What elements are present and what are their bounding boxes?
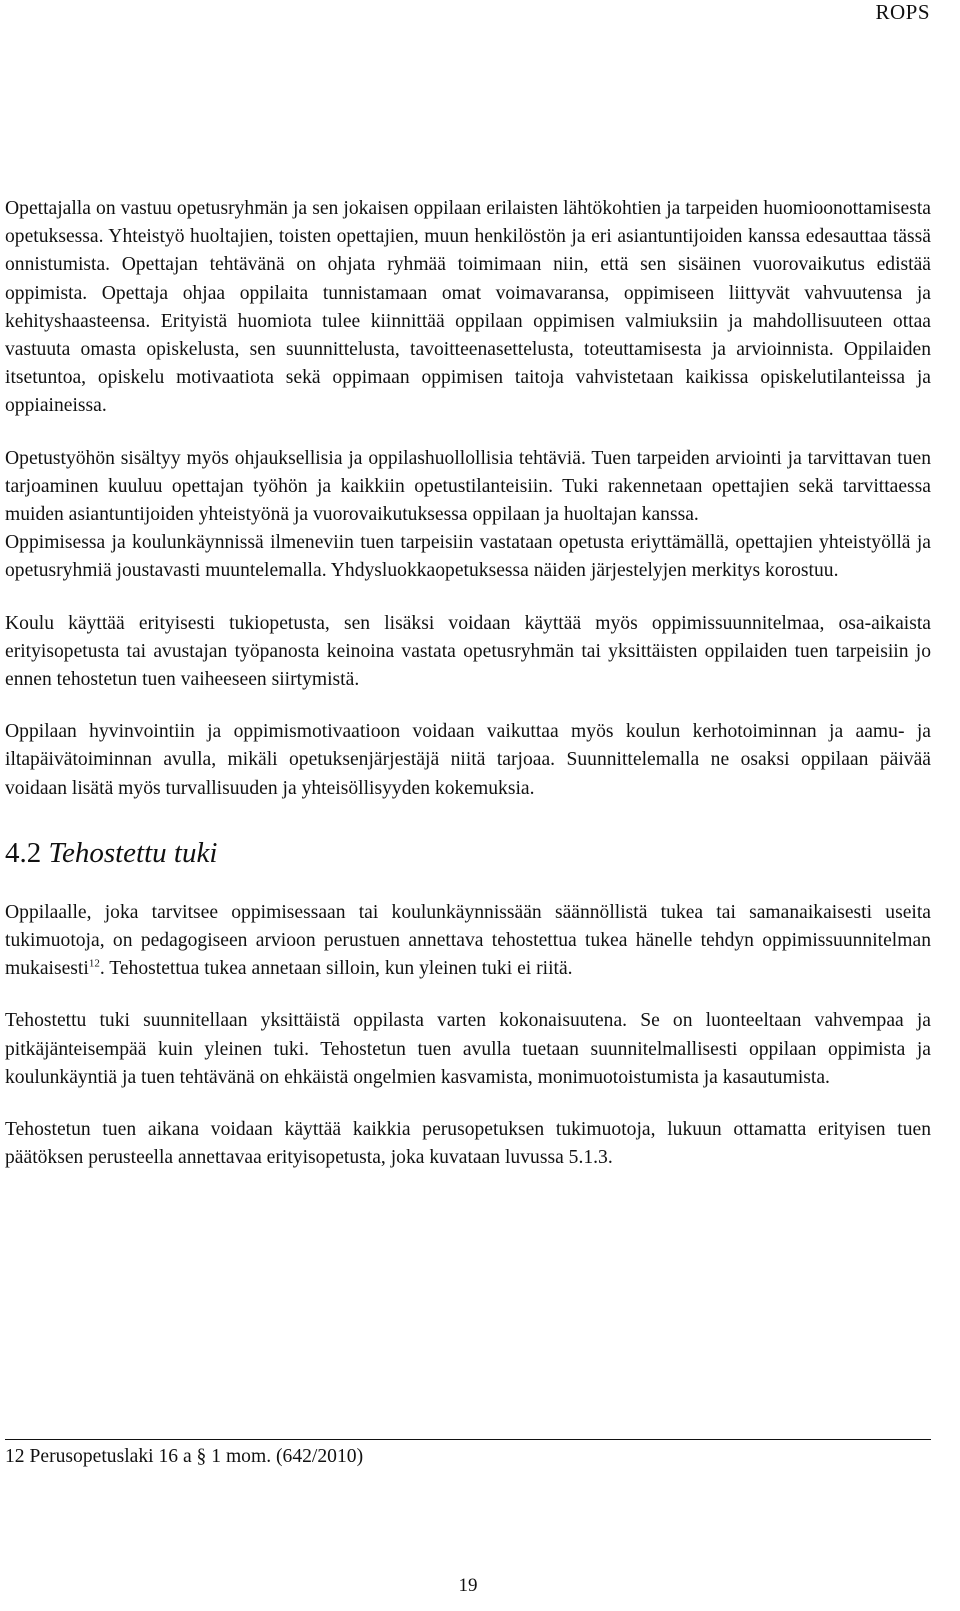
footnote-reference[interactable]: 12	[88, 957, 100, 970]
paragraph-text: Oppilaalle, joka tarvitsee oppimisessaan tai koulunkäynnissään säännöllistä tukea tai samanaikaisesti useita tukimuotoja, on pedagogiseen arvioon perustuen annettava tehostettua tukea hänelle tehdyn oppimissuunnitelman mukaisesti	[5, 901, 931, 980]
page-number: 19	[458, 1575, 478, 1596]
paragraph-remedial-teaching: Koulu käyttää erityisesti tukiopetusta, sen lisäksi voidaan käyttää myös oppimissuunnitelmaa, osa-aikaista erityisopetusta tai avustajan työpanosta keinoina vastata opetusryhmän tai yksittäisten oppilaiden tuen tarpeisiin jo ennen tehostetun tuen vaiheeseen siirtymistä.	[5, 612, 931, 691]
section-heading	[5, 835, 931, 871]
paragraph-text: . Tehostettua tukea annetaan silloin, kun yleinen tuki ei riitä.	[99, 958, 573, 980]
footnote: 12 Perusopetuslaki 16 a § 1 mom. (642/2010)	[5, 1446, 364, 1467]
section-title: Tehostettu tuki	[48, 836, 218, 869]
section-number: 4.2	[5, 836, 42, 869]
paragraph-guidance-tasks: Opetustyöhön sisältyy myös ohjauksellisia ja oppilashuollollisia tehtäviä. Tuen tarpeiden arviointi ja tarvittavan tuen tarjoaminen kuuluu opettajan työhön ja kaikkiin opetustilanteisiin. Tuki rakennetaan opettajien sekä tarvittaessa muiden asiantuntijoiden yhteistyönä ja vuorovaikutuksessa oppilaan ja huoltajan kanssa.	[5, 447, 931, 526]
paragraph-support-needs: Oppimisessa ja koulunkäynnissä ilmeneviin tuen tarpeisiin vastataan opetusta eriyttämällä, opettajien yhteistyöllä ja opetusryhmiä joustavasti muuntelemalla. Yhdysluokkaopetuksessa näiden järjestelyjen merkitys korostuu.	[5, 532, 931, 582]
paragraph-wellbeing: Oppilaan hyvinvointiin ja oppimismotivaatioon voidaan vaikuttaa myös koulun kerhotoiminnan ja aamu- ja iltapäivätoiminnan avulla, mikäli opetuksenjärjestäjä niitä tarjoaa. Suunnittelemalla ne osaksi oppilaan päivää voidaan lisätä myös turvallisuuden ja yhteisöllisyyden kokemuksia.	[5, 721, 931, 799]
paragraph-support-forms: Tehostetun tuen aikana voidaan käyttää kaikkia perusopetuksen tukimuotoja, lukuun ottamatta erityisen tuen päätöksen perusteella annettavaa erityisopetusta, joka kuvataan luvussa 5.1.3.	[5, 1119, 931, 1169]
paragraph-teacher-responsibility: Opettajalla on vastuu opetusryhmän ja sen jokaisen oppilaan erilaisten lähtökohtien ja tarpeiden huomioonottamisesta opetuksessa. Yhteistyö huoltajien, toisten opettajien, muun henkilöstön ja eri asiantuntijoiden kanssa edesauttaa tässä onnistumista. Opettajan tehtävänä on ohjata ryhmää toimimaan niin, että sen sisäinen vuorovaikutus edistää oppimista. Opettaja ohjaa oppilaita tunnistamaan omat voimavaransa, oppimiseen liittyvät vahvuutensa ja kehityshaasteensa. Erityistä huomiota tulee kiinnittää oppilaan oppimisen valmiuksiin ja mahdollisuuteen ottaa vastuuta omasta opiskelusta, sen suunnittelusta, tavoitteenasettelusta, toteuttamisesta ja arvioinnista. Oppilaiden itsetuntoa, opiskelu motivaatiota sekä oppimaan oppimisen taitoja vahvistetaan kaikissa opiskelutilanteissa ja oppiaineissa.	[5, 198, 931, 417]
paragraph-intensified-support	[5, 899, 931, 984]
paragraph-intensified-planning: Tehostettu tuki suunnitellaan yksittäistä oppilasta varten kokonaisuutena. Se on luonteeltaan vahvempaa ja pitkäjänteisempää kuin yleinen tuki. Tehostetun tuen avulla tuetaan suunnitelmallisesti oppilaan oppimista ja koulunkäyntiä ja tuen tehtävänä on ehkäistä ongelmien kasvamista, monimuotoistumista ja kasautumista.	[5, 1010, 931, 1088]
footnote-divider	[5, 1439, 931, 1440]
document-body	[5, 195, 931, 1172]
running-header: ROPS	[875, 0, 930, 24]
